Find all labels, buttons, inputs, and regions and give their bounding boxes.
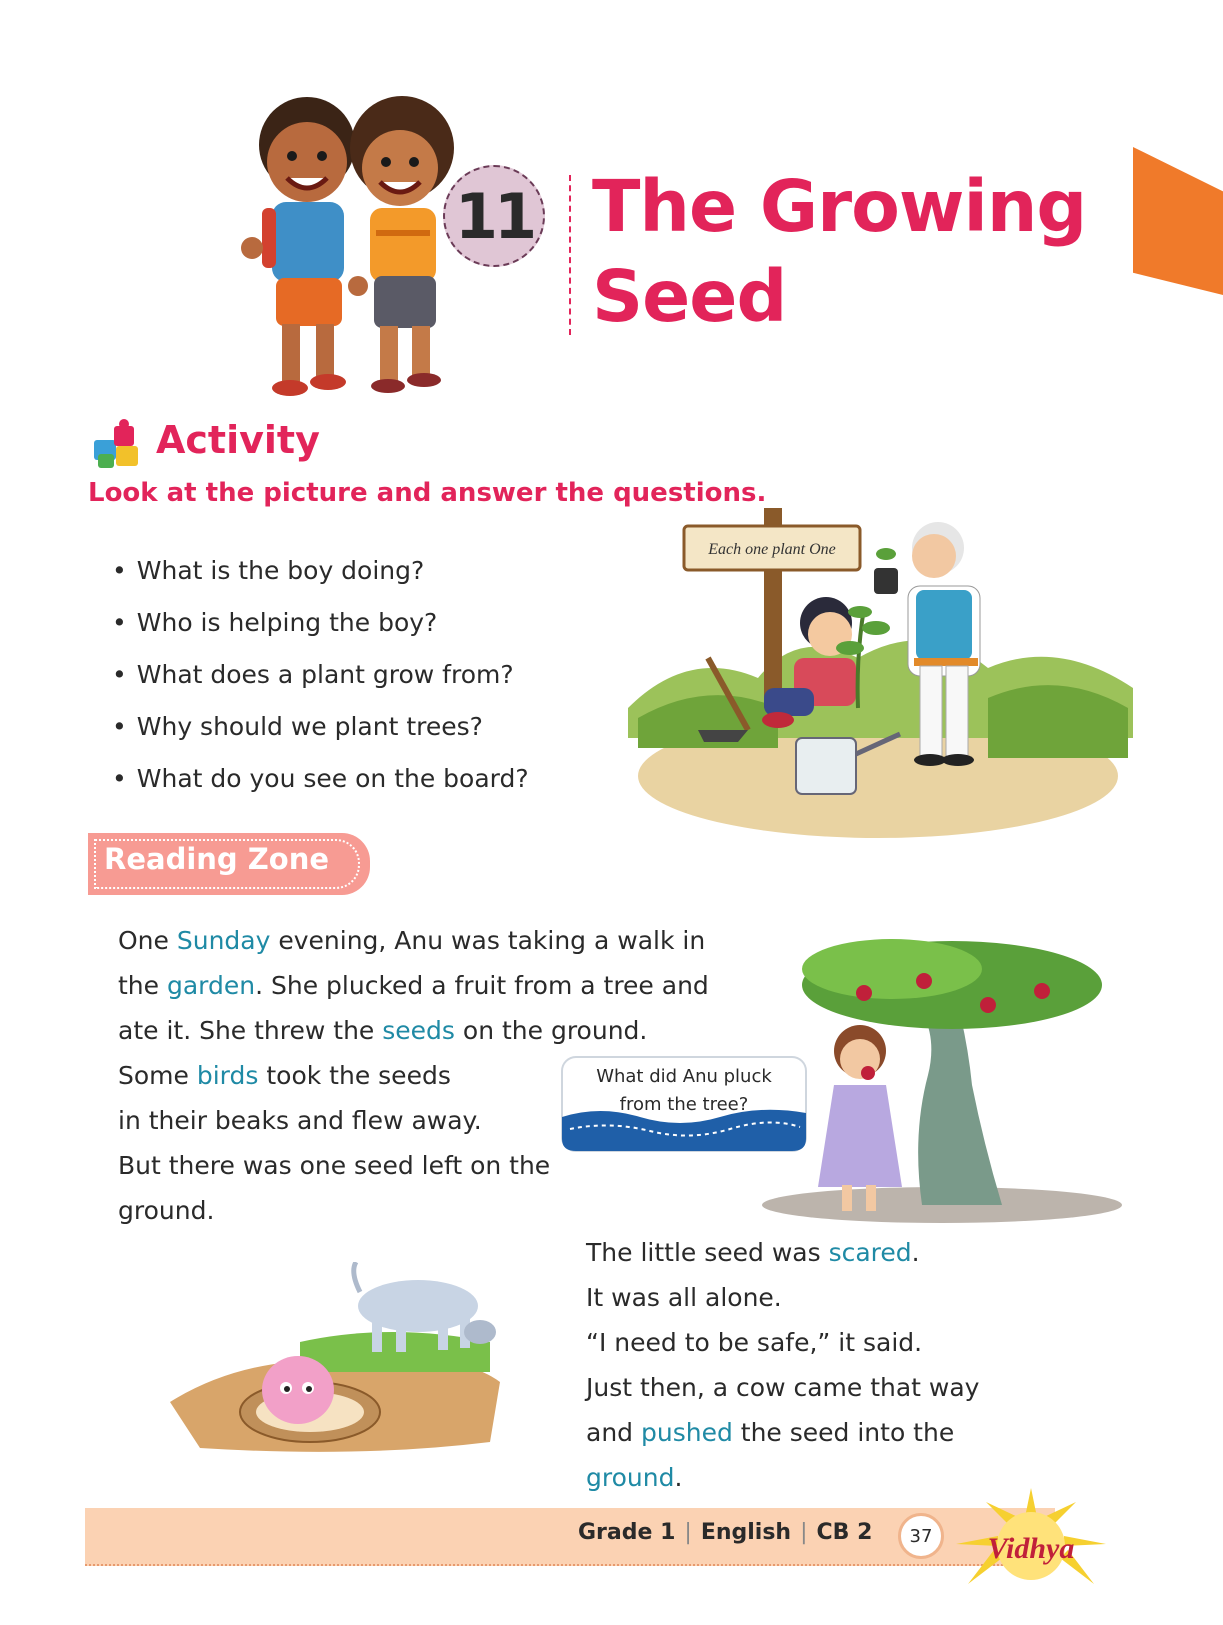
footer-info	[578, 1520, 872, 1545]
vocab-word: ground	[586, 1463, 675, 1492]
question-item: • What do you see on the board?	[112, 753, 632, 805]
footer-separator: |	[800, 1520, 808, 1545]
story-line: ate it. She threw the seeds on the ground.	[118, 1016, 648, 1045]
footer-book: CB 2	[816, 1520, 873, 1545]
story-line: One Sunday evening, Anu was taking a walk in	[118, 926, 706, 955]
question-item: • What is the boy doing?	[112, 545, 632, 597]
vocab-word: scared	[828, 1238, 912, 1267]
reading-zone-label: Reading Zone	[104, 842, 330, 876]
story-line: The little seed was scared.	[586, 1238, 920, 1267]
story-line: It was all alone.	[586, 1283, 782, 1312]
story-line: Just then, a cow came that way	[586, 1373, 980, 1402]
vocab-word: seeds	[382, 1016, 455, 1045]
story-line: and pushed the seed into the	[586, 1418, 955, 1447]
puzzle-icon	[92, 418, 144, 470]
footer-separator: |	[684, 1520, 692, 1545]
title-divider	[569, 175, 571, 335]
story-line: Some birds took the seeds	[118, 1061, 451, 1090]
vocab-word: Sunday	[176, 926, 271, 955]
chapter-number-badge: 11	[443, 165, 545, 267]
question-item: • Who is helping the boy?	[112, 597, 632, 649]
footer-grade: Grade 1	[578, 1520, 676, 1545]
story-line: But there was one seed left on the	[118, 1151, 551, 1180]
question-item: • Why should we plant trees?	[112, 701, 632, 753]
question-item: • What does a plant grow from?	[112, 649, 632, 701]
story-line: the garden. She plucked a fruit from a tree and	[118, 971, 709, 1000]
page-number: 37	[898, 1513, 944, 1559]
logo-text: Vidhya	[987, 1532, 1075, 1565]
chapter-title-line1: The Growing	[592, 165, 1087, 248]
footer-subject: English	[700, 1520, 792, 1545]
story-line: in their beaks and flew away.	[118, 1106, 482, 1135]
chapter-tab-decoration	[1133, 147, 1223, 295]
story-paragraph-2	[586, 1230, 979, 1500]
bubble-line: from the tree?	[619, 1094, 749, 1115]
vocab-word: garden	[166, 971, 256, 1000]
tree-planting-illustration	[628, 508, 1133, 846]
chapter-title-line2: Seed	[592, 255, 787, 338]
board-text: Each one plant One	[708, 541, 836, 558]
story-line: ground.	[586, 1463, 683, 1492]
vocab-word: birds	[196, 1061, 259, 1090]
chapter-title	[592, 162, 1112, 342]
bubble-line: What did Anu pluck	[596, 1066, 772, 1087]
activity-heading: Activity	[156, 418, 320, 462]
story-line: “I need to be safe,” it said.	[586, 1328, 923, 1357]
vidhya-logo	[956, 1488, 1106, 1596]
activity-instruction: Look at the picture and answer the questions.	[88, 478, 767, 508]
question-list	[112, 545, 632, 805]
seed-and-cow-illustration	[160, 1262, 510, 1462]
girl-under-tree-illustration	[752, 935, 1132, 1225]
story-line: ground.	[118, 1196, 215, 1225]
vocab-word: pushed	[640, 1418, 733, 1447]
